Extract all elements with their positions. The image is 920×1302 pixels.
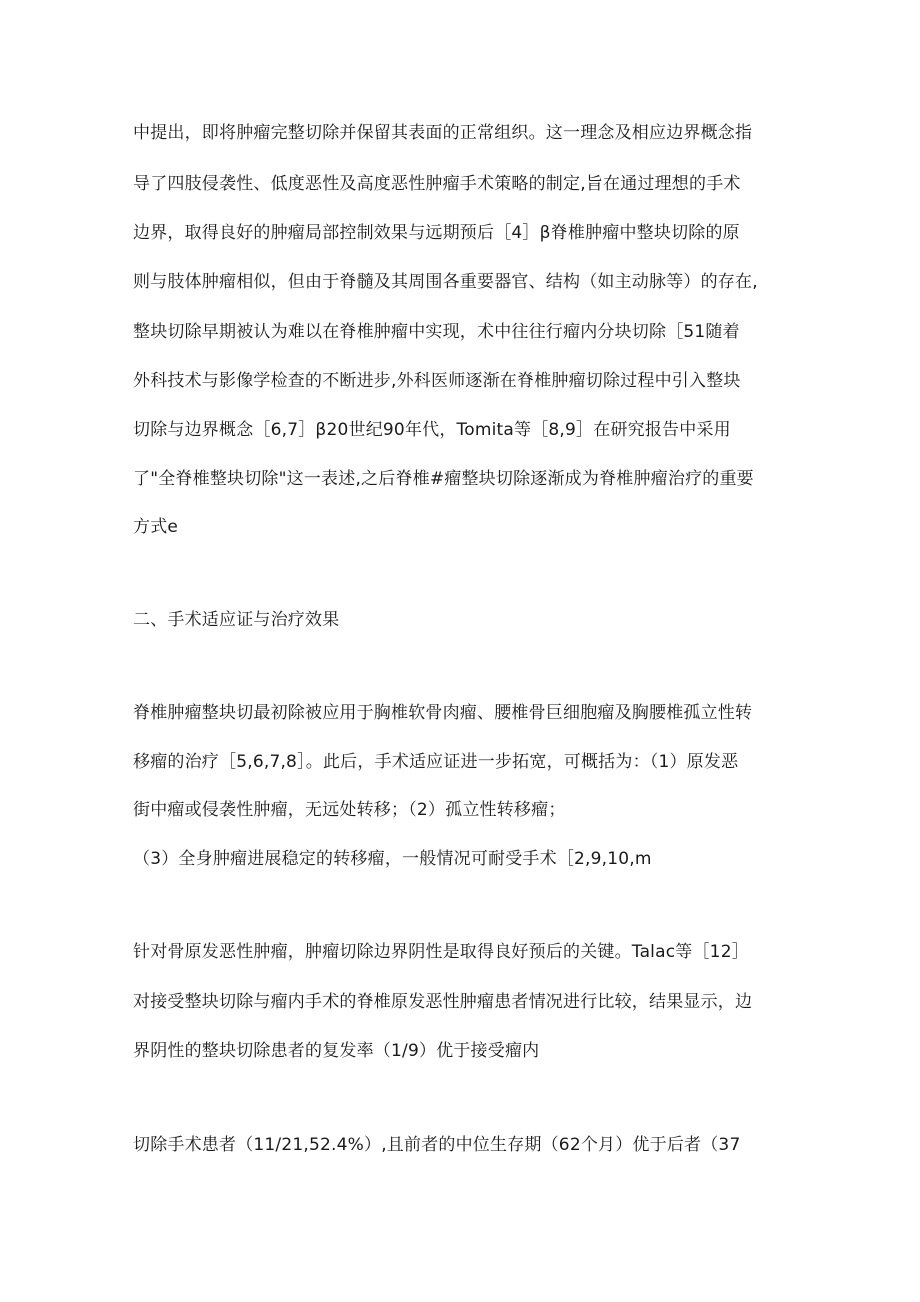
paragraph-1-line-6: 外科技术与影像学检查的不断进步,外科医师逐渐在脊椎肿瘤切除过程中引入整块 [133,371,741,391]
paragraph-1-line-9: 方式e [133,517,179,537]
paragraph-3-line-3: 界阴性的整块切除患者的复发率（1/9）优于接受瘤内 [133,1041,540,1061]
paragraph-4-line-1: 切除手术患者（11/21,52.4%）,且前者的中位生存期（62个月）优于后者（37 [133,1135,741,1155]
paragraph-1-line-2: 导了四肢侵袭性、低度恶性及高度恶性肿瘤手术策略的制定,旨在通过理想的手术 [133,174,741,194]
paragraph-2-line-2: 移瘤的治疗［5,6,7,8］。此后，手术适应证进一步拓宽，可概括为：（1）原发恶 [133,752,739,772]
paragraph-1-line-1: 中提出，即将肿瘤完整切除并保留其表面的正常组织。这一理念及相应边界概念指 [133,123,753,143]
paragraph-1-line-7: 切除与边界概念［6,7］β20世纪90年代，Tomita等［8,9］在研究报告中采用 [133,420,731,440]
paragraph-2-line-3: 街中瘤或侵袭性肿瘤，无远处转移；（2）孤立性转移瘤； [133,800,566,820]
section-heading: 二、手术适应证与治疗效果 [133,610,340,630]
paragraph-1-line-4: 则与肢体肿瘤相似，但由于脊髓及其周围各重要器官、结构（如主动脉等）的存在, [133,272,758,292]
paragraph-2-line-4: （3）全身肿瘤进展稳定的转移瘤，一般情况可耐受手术［2,9,10,m [133,849,652,869]
paragraph-1-line-8: 了"全脊椎整块切除"这一表述,之后脊椎#瘤整块切除逐渐成为脊椎肿瘤治疗的重要 [133,469,754,489]
paragraph-2-line-1: 脊椎肿瘤整块切最初除被应用于胸椎软骨肉瘤、腰椎骨巨细胞瘤及胸腰椎孤立性转 [133,703,753,723]
paragraph-1-line-5: 整块切除早期被认为难以在脊椎肿瘤中实现，术中往往行瘤内分块切除［51随着 [133,322,740,342]
paragraph-3-line-2: 对接受整块切除与瘤内手术的脊椎原发恶性肿瘤患者情况进行比较，结果显示，边 [133,992,753,1012]
paragraph-3-line-1: 针对骨原发恶性肿瘤，肿瘤切除边界阴性是取得良好预后的关键。Talac等［12］ [133,942,749,962]
paragraph-1-line-3: 边界，取得良好的肿瘤局部控制效果与远期预后［4］β脊椎肿瘤中整块切除的原 [133,223,740,243]
